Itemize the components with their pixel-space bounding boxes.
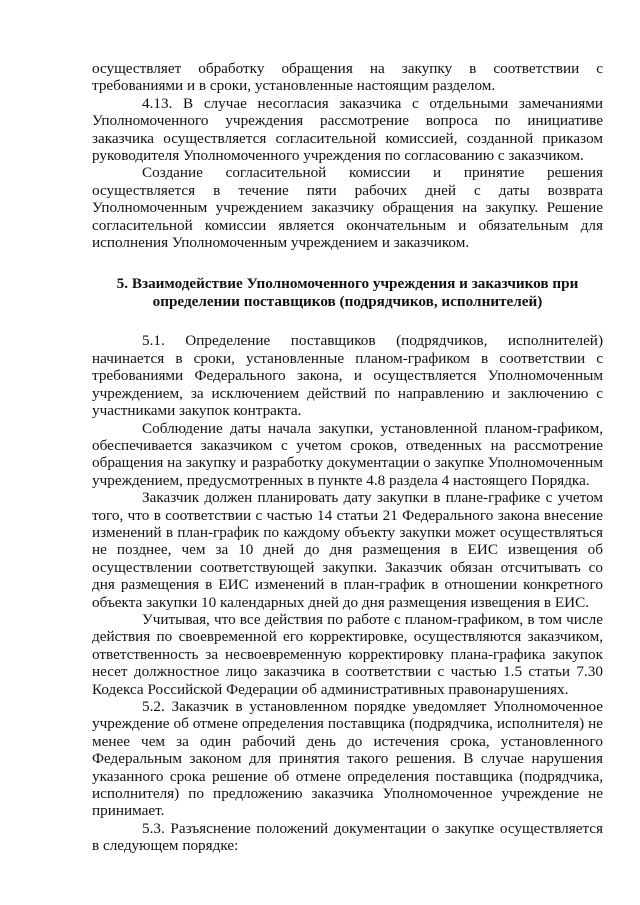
paragraph: Учитывая, что все действия по работе с планом-графиком, в том числе действия по своевременной его корректировке, осуществляются заказчиком, ответственность за несвоевременную корректировку плана-графика закупок несет должностное лицо заказчика в соответствии с частью 1.5 статьи 7.30 Кодекса Российской Федерации об административных правонарушениях. [92, 610, 603, 698]
paragraph-5-2: 5.2. Заказчик в установленном порядке уведомляет Уполномоченное учреждение об отмене определения поставщика (подрядчика, исполнителя) не менее чем за один рабочий день до истечения срока, установленного Федеральным законом для принятия такого решения. В случае нарушения указанного срока решение об отмене определения поставщика (подрядчика, исполнителя) по предложению заказчика Уполномоченное учреждение не принимает. [92, 698, 603, 820]
section-heading-line: определении поставщиков (подрядчиков, исполнителей) [152, 293, 543, 311]
paragraph-5-1: 5.1. Определение поставщиков (подрядчиков, исполнителей) начинается в сроки, установленные планом-графиком в соответствии с требованиями Федерального закона, и осуществляется Уполномоченным учреждением, за исключением действий по направлению и заключению с участниками закупок контракта. [92, 332, 603, 420]
paragraph: осуществляет обработку обращения на закупку в соответствии с требованиями и в сроки, установленные настоящим разделом. [92, 60, 603, 95]
paragraph: Заказчик должен планировать дату закупки в плане-графике с учетом того, что в соответствии с частью 14 статьи 21 Федерального закона внесение изменений в план-график по каждому объекту закупки может осуществляться не позднее, чем за 10 дней до дня размещения в ЕИС извещения об осуществлении соответствующей закупки. Заказчик обязан отсчитывать со дня размещения в ЕИС изменений в план-график в отношении конкретного объекта закупки 10 календарных дней до дня размещения извещения в ЕИС. [92, 489, 603, 611]
paragraph-5-3: 5.3. Разъяснение положений документации о закупке осуществляется в следующем порядке: [92, 819, 603, 855]
section-heading-line: 5. Взаимодействие Уполномоченного учреждения и заказчиков при [116, 275, 579, 293]
paragraph: Создание согласительной комиссии и принятие решения осуществляется в течение пяти рабочих дней с даты возврата Уполномоченным учреждением заказчику обращения на закупку. Решение согласительной комиссии является окончательным и обязательным для исполнения Уполномоченным учреждением и заказчиком. [92, 164, 603, 252]
paragraph-4-13: 4.13. В случае несогласия заказчика с отдельными замечаниями Уполномоченного учреждения рассмотрение вопроса по инициативе заказчика осуществляется согласительной комиссией, созданной приказом руководителя Уполномоченного учреждения по согласованию с заказчиком. [92, 94, 603, 165]
paragraph: Соблюдение даты начала закупки, установленной планом-графиком, обеспечивается заказчиком с учетом сроков, отведенных на рассмотрение обращения на закупку и разработку документации о закупке Уполномоченным учреждением, предусмотренных в пункте 4.8 раздела 4 настоящего Порядка. [92, 419, 603, 489]
section-heading [92, 275, 603, 311]
